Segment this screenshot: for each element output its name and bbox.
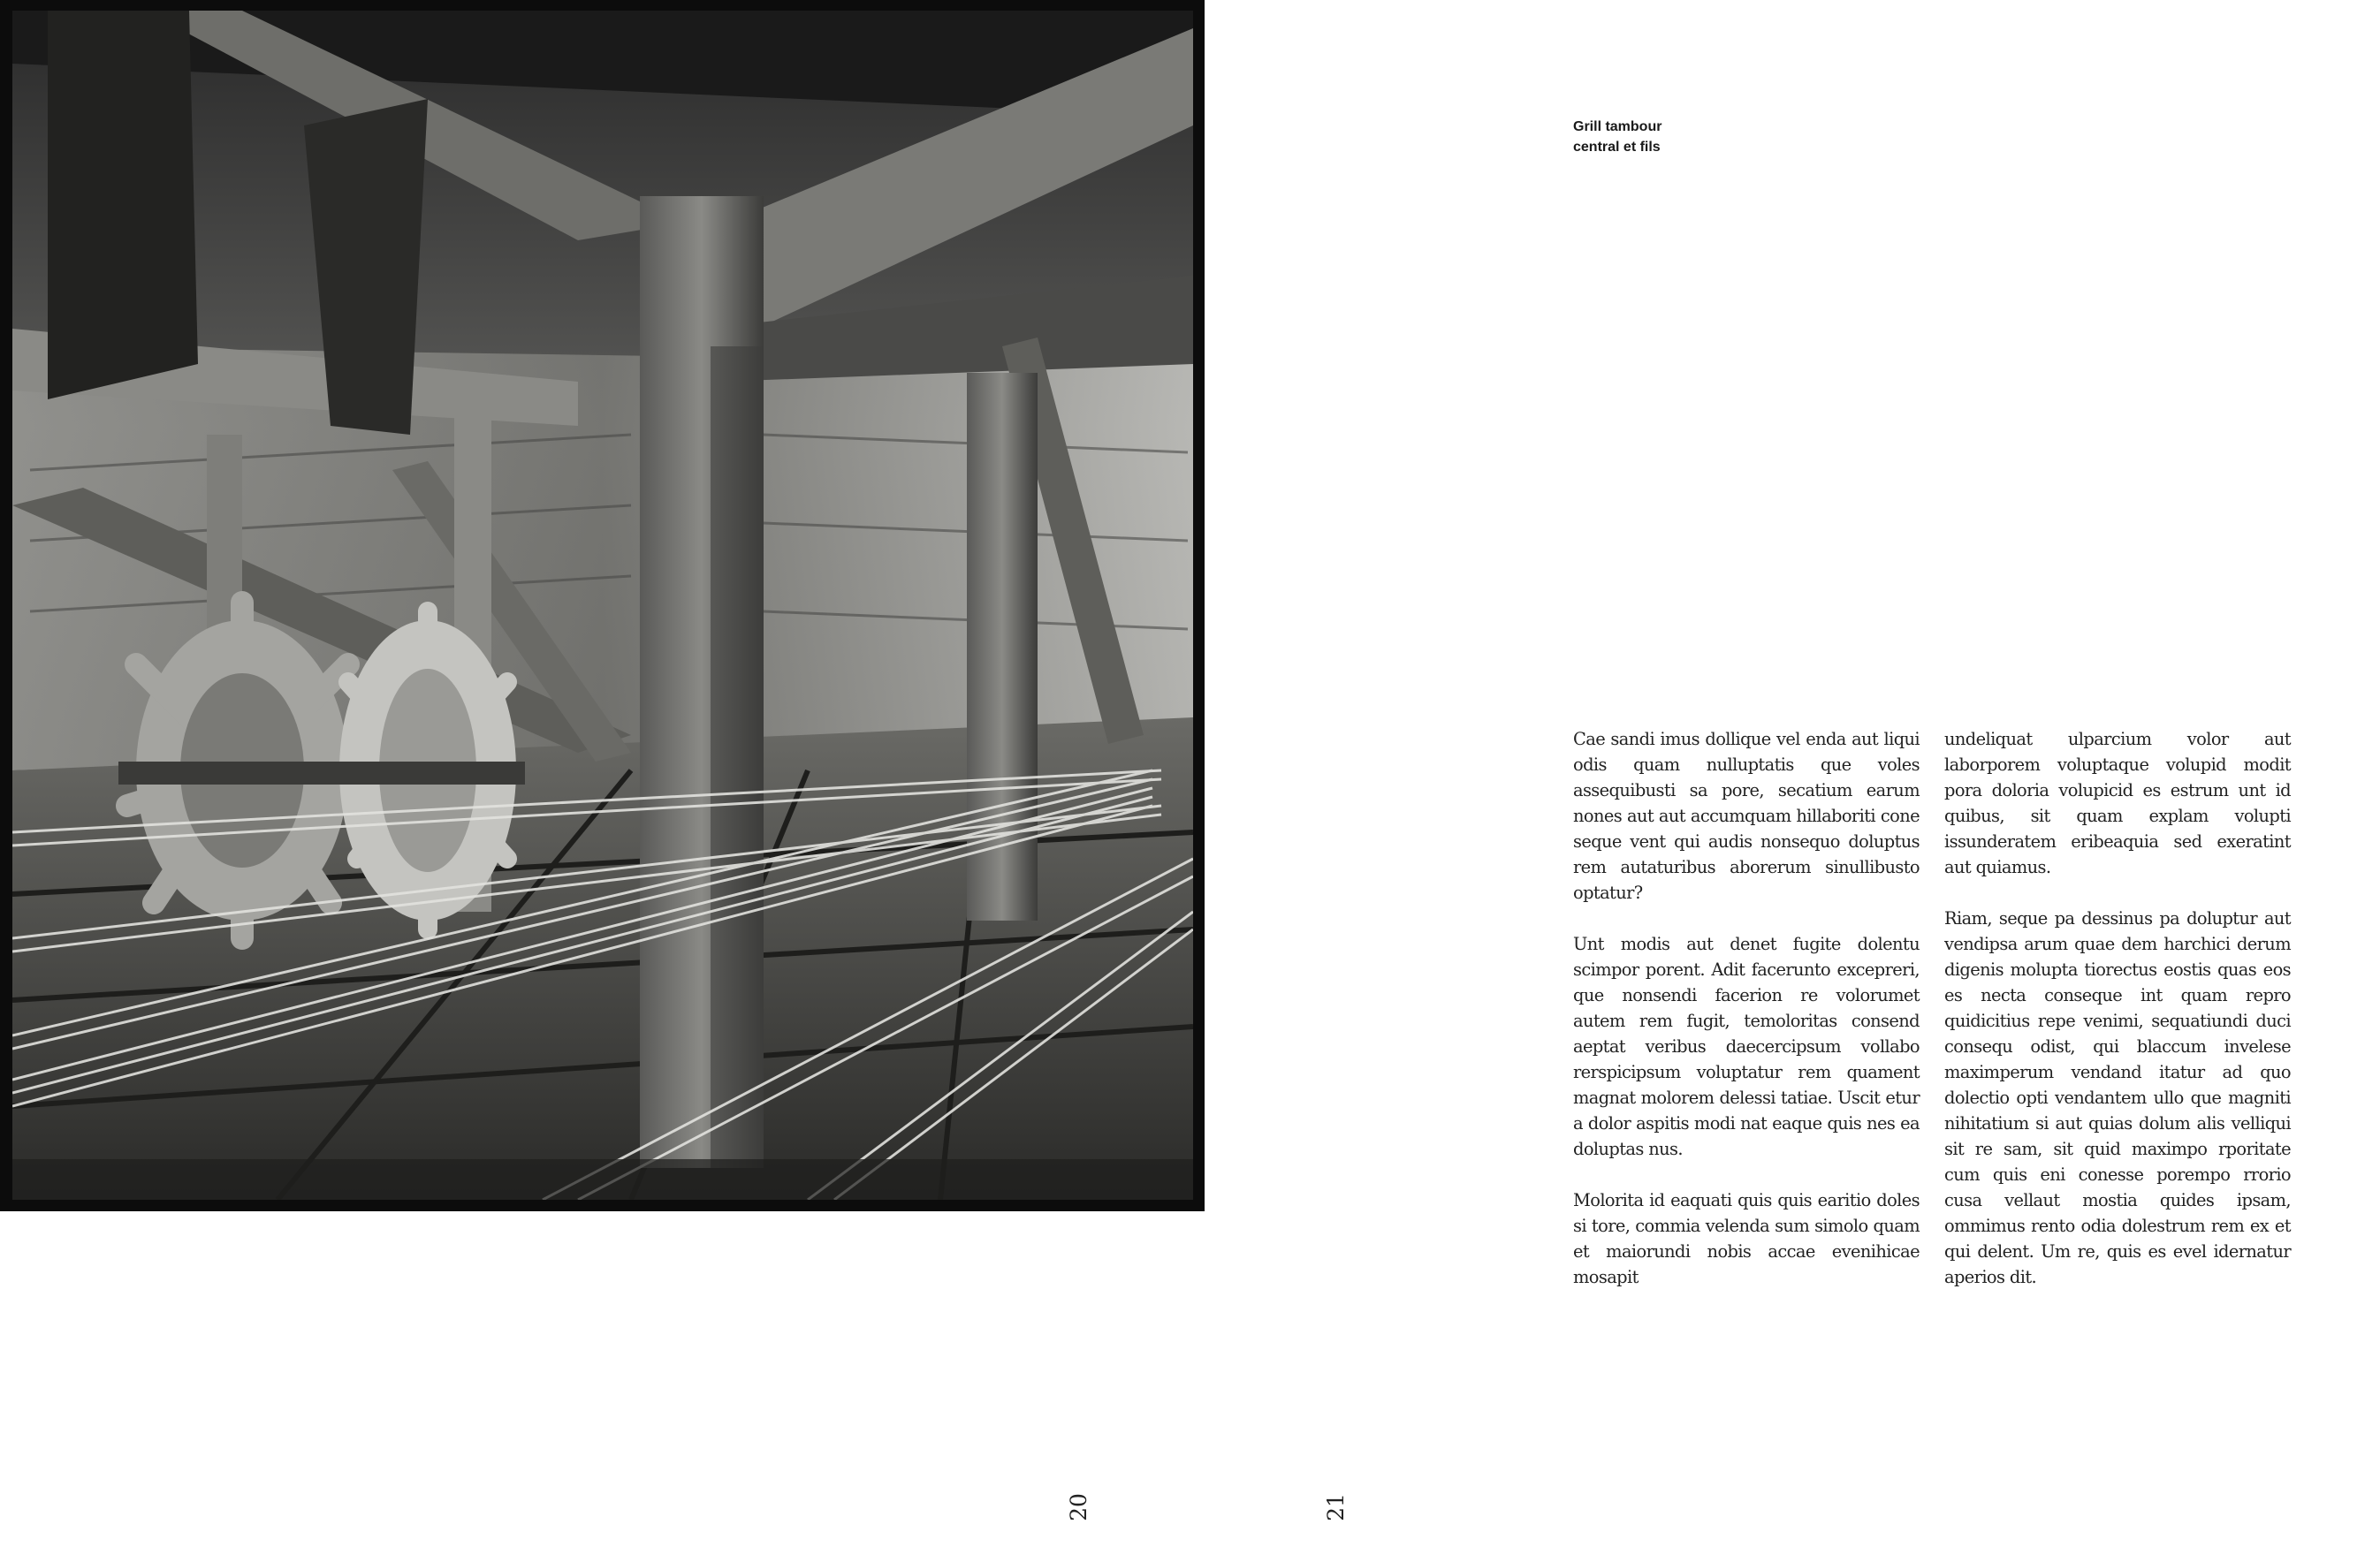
paragraph: Cae sandi imus dollique vel enda aut liqui odis quam nulluptatis que voles assequibusti sa pore, secatium earum nones aut aut accumquam hillaboriti cone seque vent qui audis nonsequo doluptus rem autaturibus aborerum sinullibusto optatur? bbox=[1573, 729, 1920, 903]
photograph-illustration bbox=[12, 11, 1193, 1200]
caption-line-1: Grill tambour bbox=[1573, 119, 1662, 134]
caption-line-2: central et fils bbox=[1573, 140, 1661, 155]
paragraph: undeliquat ulparcium volor aut laborporem voluptaque volupid modit pora doloria volupicid es estrum unt id quibus, sit quam explam volupti issunderatem eribeaquia sed exeratint aut quiamus. bbox=[1944, 729, 2291, 877]
attic-loom-photograph bbox=[0, 0, 1205, 1211]
paragraph: Riam, seque pa dessinus pa doluptur aut vendipsa arum quae dem harchici derum digenis molupta tiorectus eostis quas eos es necta conseque int quam repro quidicitius repe venimi, sequatiundi duci consequ odist, qui blaccum invelese maximperum vendand itatur ad quo dolectio opti vendantem ullo que magniti nihitatium si aut quias dolum alis velliqui sit re sam, sit quid maximpo rporitate cum quis eni conesse porempo rrorio cusa vellaut mostia quides ipsam, ommimus rento odia dolestrum rem ex et qui delent. Um re, quis es evel idernatur aperios dit. bbox=[1944, 908, 2291, 1287]
body-text-column-left bbox=[1573, 726, 1920, 1290]
page-number-left: 20 bbox=[1066, 1493, 1091, 1521]
paragraph: Molorita id eaquati quis quis earitio doles si tore, commia velenda sum simolo quam et maiorundi nobis accae evenihicae mosapit bbox=[1573, 1190, 1920, 1287]
photo-caption bbox=[1573, 117, 1838, 157]
paragraph: Unt modis aut denet fugite dolentu scimpor porent. Adit facerunto excepreri, que nonsendi facerion re volorumet autem rem fugit, temoloritas consend aeptat veribus daecercipsum vollabo rerspicipsum voluptatur rem quament magnat molorem delessi tatiae. Uscit etur a dolor aspitis modi nat eaque quis nes ea doluptas nus. bbox=[1573, 934, 1920, 1159]
page-number-right: 21 bbox=[1323, 1493, 1349, 1521]
body-text-column-right bbox=[1944, 726, 2291, 1290]
